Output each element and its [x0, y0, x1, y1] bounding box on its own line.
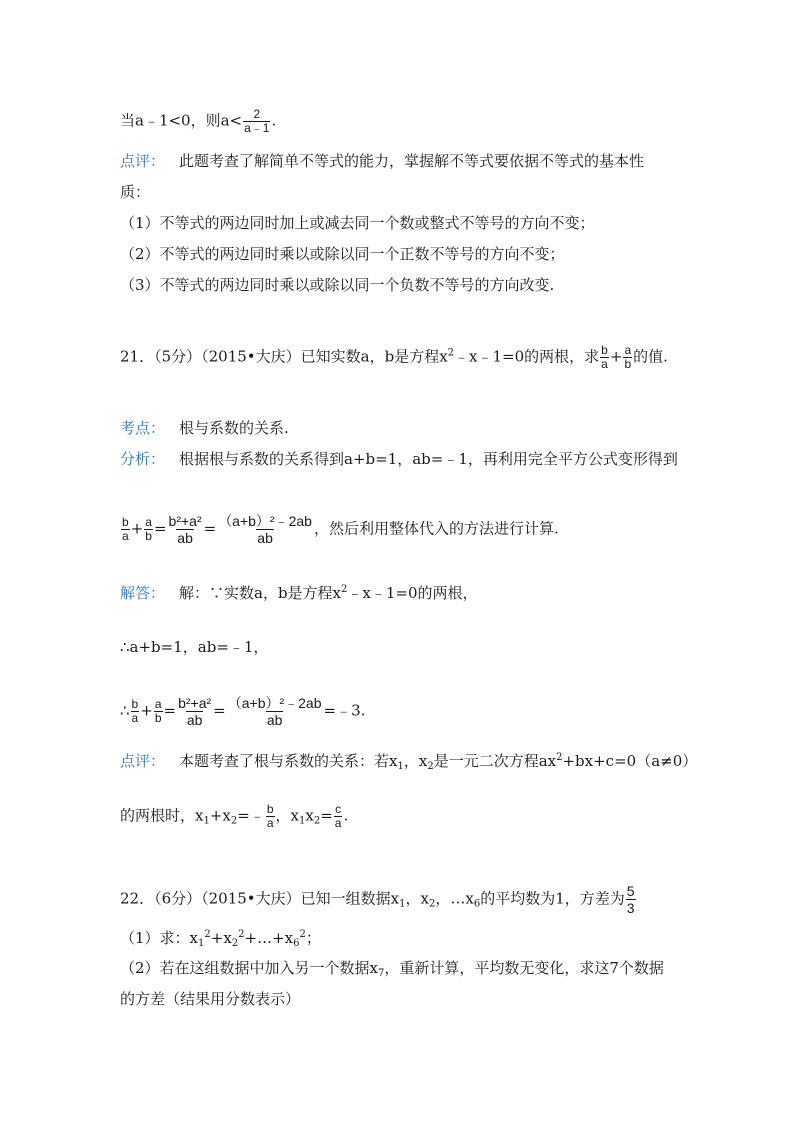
comment-1-cont: 质：	[120, 183, 151, 201]
fraction: $\frac{c}{a}$	[334, 802, 342, 830]
fraction: $\frac{b}{a}$	[601, 343, 608, 371]
rule-item: （2）不等式的两边同时乘以或除以同一个正数不等号的方向不变；	[120, 245, 565, 263]
fraction: $\frac{b}{a}$	[266, 802, 274, 830]
comment-2-cont: 的两根时，$x_1+x_2=﹣$ $\frac{b}{a}$ ，$x_1x_2=$ $\frac{c}{a}$ .	[120, 802, 349, 830]
question-22-part-2: （2）若在这组数据中加入另一个数据$x_7$，重新计算，平均数无变化，求这7个数据	[120, 959, 664, 979]
fraction: $\frac{\text{（a+b）²﹣2ab}}{ab}$	[218, 513, 312, 546]
comment-1: 点评： 此题考查了解简单不等式的能力，掌握解不等式要依据不等式的基本性	[120, 152, 645, 170]
solution-line-2: ∴a+b=1，ab=﹣1，	[120, 638, 269, 656]
question-21: 21．（5分）（2015•大庆）已知实数a，b是方程$x^2﹣x﹣1=0$的两根，求 $\frac{b}{a}$ + $\frac{a}{b}$ 的值.	[120, 343, 668, 371]
analysis-equation: $\frac{b}{a}$ + $\frac{a}{b}$ = $\frac{\text{b²+a²}}{ab}$ = $\frac{\text{（a+b）²﹣2ab}}{ab}$ ，然后利用整体代入的方法进行计算.	[122, 513, 559, 546]
fraction: $\frac{a}{b}$	[154, 697, 162, 725]
fraction: $\frac{b}{a}$	[122, 515, 129, 543]
solution: 解答： 解：∵实数a，b是方程$x^2﹣x﹣1=0$的两根，	[120, 584, 478, 602]
fraction: $\frac{a}{b}$	[145, 515, 152, 543]
question-22: 22．（6分）（2015•大庆）已知一组数据$x_1$，$x_2$，$\dots x_6$的平均数为1，方差为 $\frac{5}{3}$	[120, 883, 635, 916]
fraction: $\frac{5}{3}$	[626, 883, 635, 916]
result-line: 当a﹣1<0，则a< $\frac{2}{a﹣1}$ .	[120, 107, 277, 135]
fraction: $\frac{a}{b}$	[624, 343, 632, 371]
fraction: $\frac{\text{（a+b）²﹣2ab}}{ab}$	[227, 695, 322, 728]
solution-label: 解答：	[120, 584, 166, 602]
rule-item: （1）不等式的两边同时加上或减去同一个数或整式不等号的方向不变；	[120, 214, 595, 232]
comment-label: 点评：	[120, 752, 166, 770]
key-point: 考点： 根与系数的关系.	[120, 419, 289, 437]
solution-equation: ∴ $\frac{b}{a}$ + $\frac{a}{b}$ = $\frac{\text{b²+a²}}{ab}$ = $\frac{\text{（a+b）²﹣2ab}}{ab}$ =﹣3.	[120, 695, 366, 728]
key-point-label: 考点：	[120, 419, 166, 437]
fraction: $\frac{\text{b²+a²}}{ab}$	[178, 695, 212, 728]
fraction: $\frac{b}{a}$	[131, 697, 139, 725]
question-22-part-1: （1）求：$x_1^2+x_2^2+\dots+x_6^2$；	[120, 929, 321, 949]
fraction: $\frac{\text{b²+a²}}{ab}$	[168, 513, 202, 546]
analysis: 分析： 根据根与系数的关系得到a+b=1，ab=﹣1，再利用完全平方公式变形得到	[120, 450, 678, 468]
analysis-label: 分析：	[120, 450, 166, 468]
rule-item: （3）不等式的两边同时乘以或除以同一个负数不等号的方向改变.	[120, 276, 555, 294]
question-22-part-2-cont: 的方差（结果用分数表示）	[120, 990, 301, 1008]
comment-label: 点评：	[120, 152, 166, 170]
fraction: $\frac{2}{a﹣1}$	[244, 107, 270, 135]
comment-2: 点评： 本题考查了根与系数的关系：若$x_1$，$x_2$是一元二次方程$ax^2+bx+c=0(a\ne 0)$	[120, 752, 698, 772]
